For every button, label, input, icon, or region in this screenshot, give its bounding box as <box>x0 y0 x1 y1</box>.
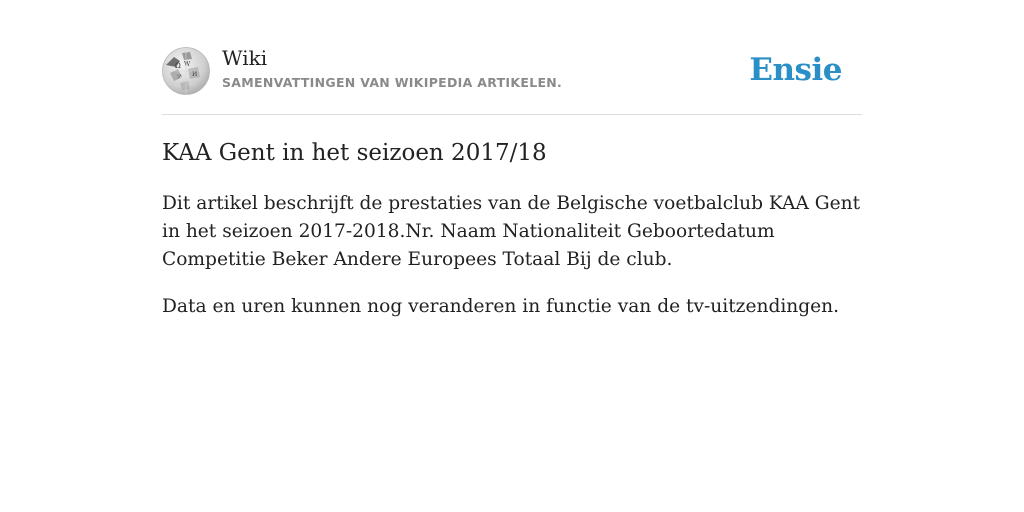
article-paragraph: Data en uren kunnen nog veranderen in functie van de tv-uitzendingen. <box>162 296 840 317</box>
wikipedia-globe-icon[interactable] <box>162 47 210 95</box>
svg-text:W: W <box>184 61 191 68</box>
svg-text:ア: ア <box>176 74 183 81</box>
site-name[interactable]: Wiki <box>222 46 268 70</box>
svg-text:И: И <box>192 71 198 78</box>
article-paragraph: Dit artikel beschrijft de prestaties van de Belgische voetbalclub KAA Gent in het seizoen 2017-2018.Nr. Naam Nationaliteit Geboortedatum Competitie Beker Andere Europees Totaal Bij de club. <box>162 193 861 270</box>
brand-logo-link[interactable]: Ensie <box>749 52 842 88</box>
article-title: KAA Gent in het seizoen 2017/18 <box>162 140 547 166</box>
page <box>162 0 862 512</box>
site-tagline: SAMENVATTINGEN VAN WIKIPEDIA ARTIKELEN. <box>222 75 563 90</box>
svg-text:Ω: Ω <box>175 62 181 70</box>
site-header <box>162 44 862 115</box>
